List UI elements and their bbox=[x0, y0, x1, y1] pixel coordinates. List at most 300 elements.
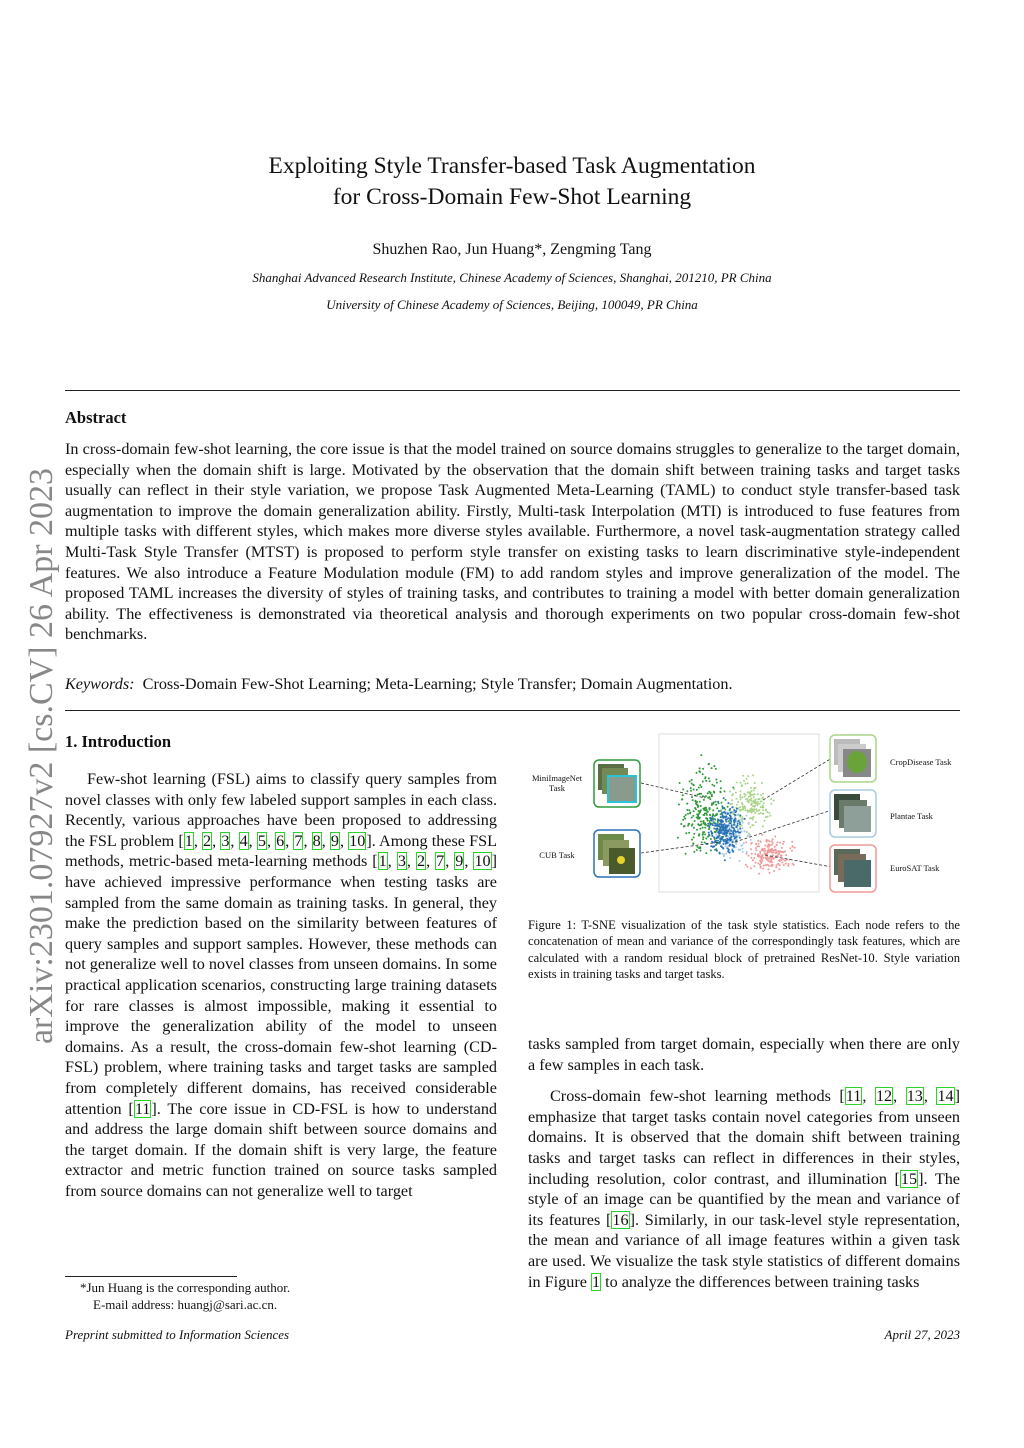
scatter-point bbox=[708, 826, 710, 828]
footnote-email: E-mail address: huangj@sari.ac.cn. bbox=[93, 1297, 278, 1312]
scatter-point bbox=[696, 804, 698, 806]
scatter-point bbox=[702, 831, 704, 833]
scatter-point bbox=[736, 804, 738, 806]
scatter-point bbox=[769, 815, 771, 817]
text-segment: , bbox=[230, 831, 239, 850]
scatter-point bbox=[735, 826, 737, 828]
scatter-point bbox=[751, 790, 753, 792]
scatter-point bbox=[775, 866, 777, 868]
scatter-point bbox=[774, 846, 776, 848]
scatter-point bbox=[762, 825, 764, 827]
citation-link[interactable]: 4 bbox=[239, 831, 248, 850]
arxiv-identifier: arXiv:2301.07927v2 [cs.CV] 26 Apr 2023 bbox=[23, 467, 60, 1045]
scatter-point bbox=[682, 788, 684, 790]
scatter-point bbox=[733, 824, 735, 826]
text-segment: , bbox=[266, 831, 276, 850]
scatter-point bbox=[760, 812, 762, 814]
scatter-point bbox=[689, 780, 691, 782]
scatter-point bbox=[783, 841, 785, 843]
scatter-point bbox=[702, 768, 704, 770]
scatter-point bbox=[717, 837, 719, 839]
scatter-point bbox=[709, 798, 711, 800]
scatter-point bbox=[729, 857, 731, 859]
citation-link[interactable]: 13 bbox=[906, 1087, 923, 1106]
scatter-point bbox=[761, 834, 763, 836]
scatter-point bbox=[739, 806, 741, 808]
scatter-point bbox=[705, 838, 707, 840]
scatter-point bbox=[773, 858, 775, 860]
scatter-point bbox=[693, 851, 695, 853]
scatter-point bbox=[739, 815, 741, 817]
scatter-point bbox=[755, 802, 757, 804]
scatter-point bbox=[764, 845, 766, 847]
scatter-point bbox=[693, 836, 695, 838]
divider-top bbox=[65, 390, 960, 391]
scatter-point bbox=[774, 835, 776, 837]
scatter-point bbox=[722, 843, 724, 845]
citation-link[interactable]: 3 bbox=[397, 852, 406, 871]
scatter-point bbox=[754, 809, 756, 811]
eurosat-task-thumbnail bbox=[830, 845, 876, 892]
citation-link[interactable]: 9 bbox=[455, 852, 464, 871]
citation-link[interactable]: 7 bbox=[294, 831, 303, 850]
scatter-point bbox=[752, 816, 754, 818]
scatter-point bbox=[731, 799, 733, 801]
keywords-label: Keywords: bbox=[65, 675, 135, 693]
scatter-point bbox=[727, 839, 729, 841]
scatter-point bbox=[693, 810, 695, 812]
scatter-point bbox=[760, 841, 762, 843]
scatter-point bbox=[748, 823, 750, 825]
scatter-point bbox=[715, 768, 717, 770]
divider-bottom bbox=[65, 710, 960, 711]
scatter-point bbox=[756, 810, 758, 812]
scatter-point bbox=[724, 823, 726, 825]
scatter-point bbox=[727, 851, 729, 853]
citation-link[interactable]: 15 bbox=[900, 1169, 918, 1188]
scatter-point bbox=[731, 844, 733, 846]
scatter-point bbox=[710, 838, 712, 840]
citation-link[interactable]: 6 bbox=[276, 831, 285, 850]
scatter-point bbox=[711, 833, 713, 835]
scatter-point bbox=[702, 808, 704, 810]
footnote-rule bbox=[65, 1276, 237, 1277]
scatter-point bbox=[739, 835, 741, 837]
scatter-point bbox=[714, 838, 716, 840]
scatter-point bbox=[742, 775, 744, 777]
scatter-point bbox=[714, 819, 716, 821]
citation-link[interactable]: 8 bbox=[312, 831, 321, 850]
scatter-point bbox=[720, 816, 722, 818]
scatter-point bbox=[787, 865, 789, 867]
scatter-point bbox=[732, 830, 734, 832]
scatter-point bbox=[711, 767, 713, 769]
keywords bbox=[65, 674, 960, 695]
scatter-point bbox=[686, 809, 688, 811]
scatter-point bbox=[700, 824, 702, 826]
scatter-point bbox=[792, 845, 794, 847]
scatter-point bbox=[767, 868, 769, 870]
scatter-point bbox=[741, 784, 743, 786]
scatter-point bbox=[740, 845, 742, 847]
scatter-point bbox=[715, 844, 717, 846]
scatter-point bbox=[685, 814, 687, 816]
text-segment: ]. The core issue in CD-FSL is how to understand and address the large domain shift between source domains and the target domain. If the domain shift is very large, the feature extractor and metric function trained on source tasks sampled from source domains can not generalize well to target bbox=[65, 1099, 498, 1200]
scatter-point bbox=[747, 801, 749, 803]
scatter-point bbox=[739, 860, 741, 862]
scatter-point bbox=[722, 814, 724, 816]
scatter-point bbox=[761, 800, 763, 802]
scatter-point bbox=[731, 794, 733, 796]
scatter-point bbox=[782, 843, 784, 845]
scatter-point bbox=[747, 775, 749, 777]
scatter-point bbox=[744, 818, 746, 820]
scatter-point bbox=[704, 833, 706, 835]
scatter-point bbox=[724, 817, 726, 819]
scatter-point bbox=[759, 809, 761, 811]
affiliation-1: Shanghai Advanced Research Institute, Chinese Academy of Sciences, Shanghai, 201210, PR China bbox=[252, 270, 772, 285]
citation-link[interactable]: 14 bbox=[937, 1087, 954, 1106]
scatter-point bbox=[737, 823, 739, 825]
scatter-point bbox=[752, 794, 754, 796]
scatter-point bbox=[745, 783, 747, 785]
scatter-point bbox=[742, 851, 744, 853]
scatter-point bbox=[791, 841, 793, 843]
scatter-point bbox=[744, 796, 746, 798]
scatter-point bbox=[735, 811, 737, 813]
keywords-text: Cross-Domain Few-Shot Learning; Meta-Learning; Style Transfer; Domain Augmentation. bbox=[142, 675, 733, 693]
scatter-point bbox=[754, 812, 756, 814]
scatter-point bbox=[778, 850, 780, 852]
scatter-point bbox=[734, 837, 736, 839]
scatter-point bbox=[762, 857, 764, 859]
scatter-point bbox=[760, 806, 762, 808]
scatter-point bbox=[708, 763, 710, 765]
scatter-point bbox=[775, 855, 777, 857]
text-segment: ]. Among these FSL methods, metric-based meta-learning methods [ bbox=[65, 831, 497, 871]
scatter-point bbox=[739, 796, 741, 798]
scatter-point bbox=[700, 821, 702, 823]
scatter-point bbox=[733, 833, 735, 835]
scatter-point bbox=[741, 825, 743, 827]
citation-link[interactable]: 2 bbox=[203, 831, 212, 850]
scatter-point bbox=[783, 858, 785, 860]
footer-left: Preprint submitted to Information Sciences bbox=[65, 1327, 290, 1342]
scatter-point bbox=[729, 808, 731, 810]
scatter-point bbox=[689, 812, 691, 814]
scatter-point bbox=[779, 842, 781, 844]
scatter-point bbox=[749, 835, 751, 837]
scatter-point bbox=[713, 791, 715, 793]
scatter-point bbox=[727, 812, 729, 814]
scatter-point bbox=[723, 840, 725, 842]
citation-link[interactable]: 2 bbox=[416, 852, 426, 871]
scatter-point bbox=[702, 781, 704, 783]
scatter-point bbox=[729, 814, 731, 816]
citation-link[interactable]: 1 bbox=[591, 1272, 601, 1291]
label-eurosat: EuroSAT Task bbox=[890, 863, 940, 873]
scatter-point bbox=[727, 845, 729, 847]
scatter-point bbox=[792, 863, 794, 865]
text-segment: , bbox=[321, 831, 330, 850]
scatter-point bbox=[773, 800, 775, 802]
scatter-point bbox=[758, 845, 760, 847]
scatter-point bbox=[785, 863, 787, 865]
scatter-point bbox=[733, 835, 735, 837]
scatter-point bbox=[759, 853, 761, 855]
scatter-point bbox=[769, 872, 771, 874]
scatter-point bbox=[750, 800, 752, 802]
scatter-point bbox=[685, 832, 687, 834]
scatter-point bbox=[784, 850, 786, 852]
cub-task-thumbnail bbox=[594, 830, 640, 877]
text-segment: ] emphasize that target tasks contain novel categories from unseen domains. It is observed that the domain shift between training tasks and target tasks can reflect in differences in their styles, including resolution, color contrast, and illumination [ bbox=[528, 1087, 961, 1188]
scatter-point bbox=[776, 850, 778, 852]
scatter-point bbox=[711, 820, 713, 822]
scatter-point bbox=[711, 835, 713, 837]
citation-link[interactable]: 7 bbox=[436, 852, 445, 871]
scatter-point bbox=[707, 797, 709, 799]
citation-link[interactable]: 10 bbox=[474, 852, 491, 871]
citation-link[interactable]: 12 bbox=[875, 1087, 893, 1106]
scatter-point bbox=[723, 855, 725, 857]
scatter-point bbox=[735, 792, 737, 794]
scatter-point bbox=[731, 849, 733, 851]
intro-right-column bbox=[528, 1034, 960, 1292]
scatter-point bbox=[770, 798, 772, 800]
affiliation-2: University of Chinese Academy of Sciences, Beijing, 100049, PR China bbox=[326, 297, 698, 312]
scatter-point bbox=[688, 823, 690, 825]
scatter-point bbox=[746, 831, 748, 833]
citation-link[interactable]: 3 bbox=[221, 831, 230, 850]
scatter-point bbox=[770, 803, 772, 805]
scatter-point bbox=[682, 819, 684, 821]
scatter-point bbox=[713, 828, 715, 830]
scatter-point bbox=[778, 868, 780, 870]
scatter-point bbox=[783, 864, 785, 866]
scatter-point bbox=[707, 825, 709, 827]
scatter-point bbox=[713, 801, 715, 803]
scatter-point bbox=[698, 787, 700, 789]
citation-link[interactable]: 1 bbox=[378, 852, 387, 871]
scatter-point bbox=[691, 783, 693, 785]
scatter-point bbox=[751, 842, 753, 844]
scatter-point bbox=[696, 772, 698, 774]
scatter-point bbox=[758, 843, 760, 845]
scatter-point bbox=[753, 806, 755, 808]
scatter-point bbox=[764, 848, 766, 850]
scatter-point bbox=[726, 842, 728, 844]
scatter-point bbox=[700, 850, 702, 852]
scatter-point bbox=[747, 835, 749, 837]
text-segment: , bbox=[303, 831, 312, 850]
scatter-point bbox=[747, 811, 749, 813]
scatter-point bbox=[680, 823, 682, 825]
crop-task-thumbnail bbox=[830, 735, 876, 782]
scatter-point bbox=[739, 837, 741, 839]
scatter-point bbox=[749, 826, 751, 828]
scatter-point bbox=[771, 844, 773, 846]
scatter-point bbox=[775, 864, 777, 866]
scatter-point bbox=[738, 813, 740, 815]
intro-heading: 1. Introduction bbox=[65, 732, 172, 751]
scatter-point bbox=[695, 808, 697, 810]
scatter-point bbox=[768, 851, 770, 853]
title-line-1: Exploiting Style Transfer-based Task Augmentation bbox=[268, 153, 756, 179]
scatter-point bbox=[711, 795, 713, 797]
text-segment: ]. Similarly, in our task-level style representation, the mean and variance of all image features within a given task are used. We visualize the task style statistics of different domains in Figure bbox=[528, 1210, 960, 1291]
citation-link[interactable]: 16 bbox=[612, 1210, 629, 1229]
scatter-point bbox=[721, 830, 723, 832]
scatter-point bbox=[731, 826, 733, 828]
citation-link[interactable]: 1 bbox=[184, 831, 193, 850]
footnote-author: *Jun Huang is the corresponding author. bbox=[80, 1280, 291, 1295]
scatter-point bbox=[703, 820, 705, 822]
scatter-point bbox=[729, 822, 731, 824]
scatter-point bbox=[742, 822, 744, 824]
citation-link[interactable]: 9 bbox=[330, 831, 339, 850]
scatter-point bbox=[704, 842, 706, 844]
scatter-point bbox=[709, 780, 711, 782]
scatter-point bbox=[727, 806, 729, 808]
title-line-2: for Cross-Domain Few-Shot Learning bbox=[332, 184, 692, 210]
scatter-point bbox=[765, 864, 767, 866]
paper-title bbox=[0, 151, 1024, 213]
scatter-point bbox=[757, 862, 759, 864]
scatter-point bbox=[705, 817, 707, 819]
scatter-point bbox=[768, 865, 770, 867]
citation-link[interactable]: 5 bbox=[257, 831, 266, 850]
scatter-point bbox=[711, 804, 713, 806]
scatter-point bbox=[762, 793, 764, 795]
label-cub: CUB Task bbox=[539, 850, 575, 860]
scatter-point bbox=[760, 861, 762, 863]
intro-paragraph-2 bbox=[528, 1086, 960, 1292]
scatter-point bbox=[688, 832, 690, 834]
scatter-point bbox=[725, 853, 727, 855]
scatter-point bbox=[757, 855, 759, 857]
citation-link[interactable]: 11 bbox=[845, 1087, 862, 1106]
scatter-point bbox=[744, 830, 746, 832]
scatter-point bbox=[743, 842, 745, 844]
scatter-point bbox=[750, 839, 752, 841]
scatter-point bbox=[705, 809, 707, 811]
scatter-point bbox=[753, 865, 755, 867]
scatter-point bbox=[694, 800, 696, 802]
scatter-point bbox=[734, 818, 736, 820]
scatter-point bbox=[724, 839, 726, 841]
scatter-point bbox=[747, 792, 749, 794]
label-miniimagenet: MiniImageNet Task bbox=[531, 773, 583, 793]
scatter-point bbox=[720, 820, 722, 822]
scatter-point bbox=[751, 804, 753, 806]
scatter-point bbox=[768, 849, 770, 851]
scatter-point bbox=[722, 853, 724, 855]
scatter-point bbox=[714, 831, 716, 833]
scatter-point bbox=[692, 842, 694, 844]
scatter-point bbox=[699, 817, 701, 819]
scatter-point bbox=[772, 838, 774, 840]
scatter-point bbox=[745, 853, 747, 855]
scatter-point bbox=[725, 845, 727, 847]
scatter-point bbox=[763, 850, 765, 852]
scatter-point bbox=[750, 857, 752, 859]
scatter-point bbox=[708, 777, 710, 779]
scatter-point bbox=[762, 868, 764, 870]
scatter-point bbox=[756, 845, 758, 847]
scatter-point bbox=[742, 848, 744, 850]
scatter-point bbox=[715, 779, 717, 781]
scatter-point bbox=[755, 847, 757, 849]
scatter-point bbox=[725, 835, 727, 837]
citation-link[interactable]: 11 bbox=[134, 1099, 151, 1118]
scatter-point bbox=[726, 825, 728, 827]
footer-date: April 27, 2023 bbox=[884, 1327, 960, 1342]
scatter-point bbox=[742, 827, 744, 829]
scatter-point bbox=[698, 770, 700, 772]
scatter-point bbox=[700, 793, 702, 795]
scatter-point bbox=[713, 836, 715, 838]
scatter-point bbox=[698, 813, 700, 815]
scatter-point bbox=[725, 832, 727, 834]
scatter-point bbox=[731, 806, 733, 808]
scatter-point bbox=[705, 852, 707, 854]
scatter-point bbox=[697, 794, 699, 796]
scatter-point bbox=[764, 852, 766, 854]
scatter-point bbox=[740, 819, 742, 821]
scatter-point bbox=[757, 793, 759, 795]
scatter-point bbox=[750, 848, 752, 850]
scatter-point bbox=[716, 782, 718, 784]
scatter-point bbox=[712, 846, 714, 848]
scatter-point bbox=[700, 786, 702, 788]
text-segment: , bbox=[893, 1087, 906, 1106]
scatter-point bbox=[773, 852, 775, 854]
scatter-point bbox=[720, 780, 722, 782]
scatter-point bbox=[763, 802, 765, 804]
scatter-point bbox=[691, 839, 693, 841]
scatter-point bbox=[688, 809, 690, 811]
scatter-point bbox=[733, 788, 735, 790]
scatter-point bbox=[732, 841, 734, 843]
scatter-point bbox=[696, 849, 698, 851]
scatter-point bbox=[705, 780, 707, 782]
scatter-point bbox=[742, 806, 744, 808]
scatter-point bbox=[728, 820, 730, 822]
scatter-point bbox=[776, 844, 778, 846]
text-segment: , bbox=[406, 852, 416, 871]
scatter-point bbox=[741, 802, 743, 804]
citation-link[interactable]: 10 bbox=[349, 831, 366, 850]
scatter-point bbox=[709, 793, 711, 795]
scatter-point bbox=[757, 801, 759, 803]
scatter-point bbox=[758, 798, 760, 800]
scatter-point bbox=[746, 851, 748, 853]
scatter-point bbox=[754, 787, 756, 789]
scatter-point bbox=[773, 870, 775, 872]
scatter-point bbox=[715, 840, 717, 842]
scatter-point bbox=[755, 799, 757, 801]
scatter-point bbox=[781, 851, 783, 853]
scatter-point bbox=[746, 815, 748, 817]
scatter-point bbox=[767, 816, 769, 818]
scatter-point bbox=[719, 852, 721, 854]
scatter-point bbox=[746, 866, 748, 868]
scatter-point bbox=[755, 821, 757, 823]
text-segment: Cross-domain few-shot learning methods [ bbox=[550, 1087, 845, 1106]
scatter-point bbox=[745, 841, 747, 843]
scatter-point bbox=[734, 820, 736, 822]
